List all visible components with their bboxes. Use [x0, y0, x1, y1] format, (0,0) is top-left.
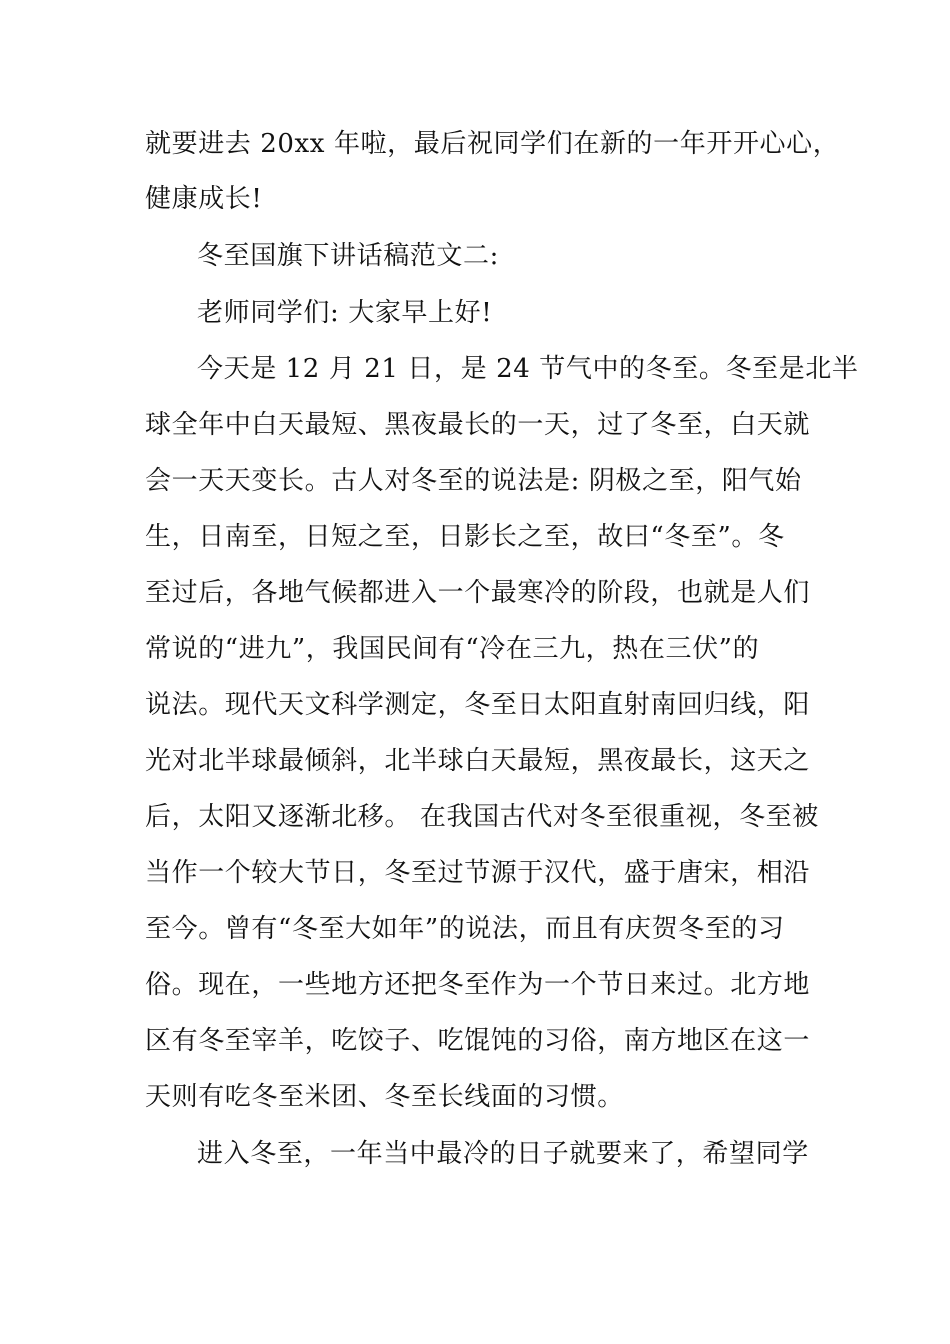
paragraph-line: 天则有吃冬至米团、冬至长线面的习惯。 — [145, 1082, 624, 1112]
text-line: 健康成长! — [145, 184, 263, 214]
paragraph-line: 球全年中白天最短、黑夜最长的一天，过了冬至，白天就 — [145, 410, 811, 440]
paragraph-line: 当作一个较大节日，冬至过节源于汉代，盛于唐宋，相沿 — [145, 858, 811, 888]
section-heading: 冬至国旗下讲话稿范文二: — [197, 241, 499, 271]
paragraph-line: 会一天天变长。古人对冬至的说法是: 阴极之至，阳气始 — [145, 466, 802, 496]
text-line: 就要进去 20xx 年啦，最后祝同学们在新的一年开开心心， — [145, 129, 840, 159]
paragraph-line: 至今。曾有“冬至大如年”的说法，而且有庆贺冬至的习 — [145, 914, 785, 944]
salutation: 老师同学们: 大家早上好! — [197, 298, 493, 328]
paragraph-line: 俗。现在，一些地方还把冬至作为一个节日来过。北方地 — [145, 970, 811, 1000]
paragraph-line: 至过后，各地气候都进入一个最寒冷的阶段，也就是人们 — [145, 578, 811, 608]
paragraph-line: 区有冬至宰羊，吃饺子、吃馄饨的习俗，南方地区在这一 — [145, 1026, 811, 1056]
paragraph-line: 今天是 12 月 21 日，是 24 节气中的冬至。冬至是北半 — [197, 354, 859, 384]
paragraph-line: 生，日南至，日短之至，日影长之至，故曰“冬至”。冬 — [145, 522, 785, 552]
paragraph-line: 光对北半球最倾斜，北半球白天最短，黑夜最长，这天之 — [145, 746, 811, 776]
paragraph-line: 进入冬至，一年当中最冷的日子就要来了，希望同学 — [197, 1139, 809, 1169]
paragraph-line: 常说的“进九”，我国民间有“冷在三九，热在三伏”的 — [145, 634, 760, 664]
paragraph-line: 后，太阳又逐渐北移。 在我国古代对冬至很重视，冬至被 — [145, 802, 819, 832]
paragraph-line: 说法。现代天文科学测定，冬至日太阳直射南回归线，阳 — [145, 690, 811, 720]
